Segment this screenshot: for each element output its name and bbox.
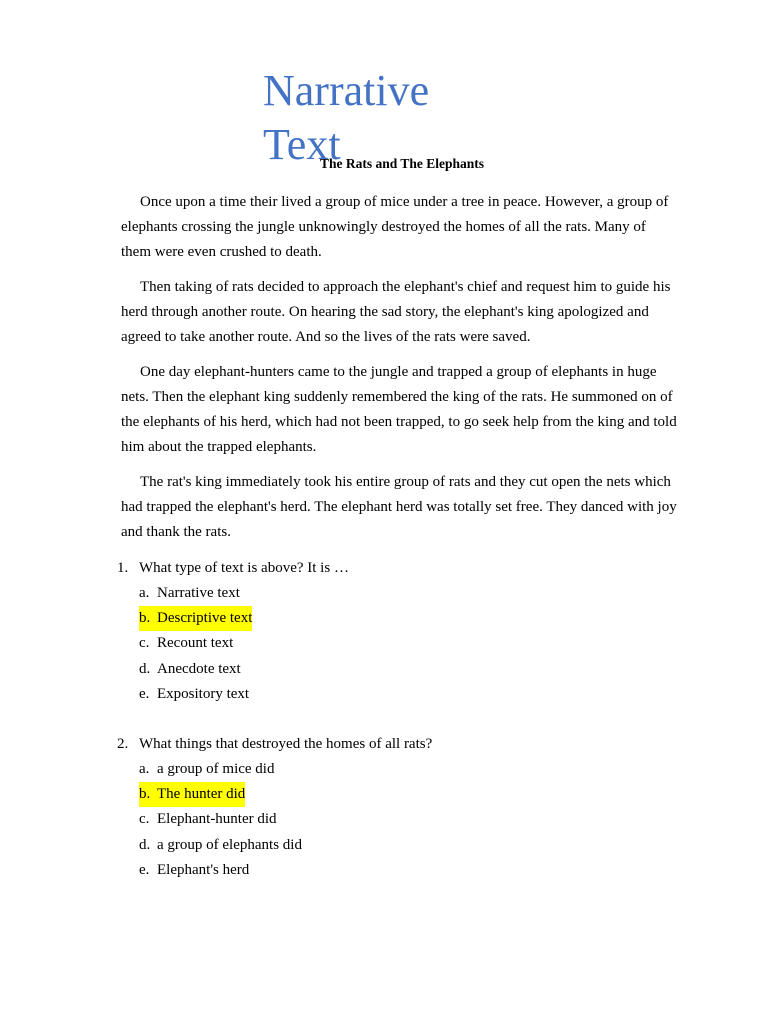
option-text: Recount text	[157, 635, 234, 652]
option-e	[139, 858, 677, 883]
question-stem	[117, 556, 677, 581]
option-letter: a.	[139, 585, 150, 601]
story-paragraph: Then taking of rats decided to approach the elephant's chief and request him to guide his herd through another route. On hearing the sad story, the elephant's king apologized and agreed to take another route. And so the lives of the rats were saved.	[121, 279, 671, 345]
question-2	[117, 732, 677, 883]
option-letter: b.	[139, 786, 151, 803]
option-letter: e.	[139, 685, 150, 702]
option-a	[139, 757, 677, 782]
option-text: Elephant-hunter did	[157, 811, 277, 828]
question-text: What things that destroyed the homes of all rats?	[139, 736, 433, 753]
question-number: 2.	[117, 736, 129, 753]
option-text: The hunter did	[157, 786, 246, 803]
question-number: 1.	[117, 560, 129, 576]
option-text: Elephant's herd	[157, 861, 250, 878]
option-c	[139, 631, 677, 656]
option-letter: d.	[139, 836, 151, 853]
story-body	[121, 190, 677, 555]
question-1	[117, 556, 677, 707]
option-letter: c.	[139, 635, 150, 652]
option-a	[139, 581, 677, 606]
question-text: What type of text is above? It is …	[139, 560, 349, 576]
highlighted-option	[139, 606, 252, 631]
option-e	[139, 682, 677, 707]
option-letter: e.	[139, 861, 150, 878]
option-letter: a.	[139, 761, 150, 778]
story-paragraph: One day elephant-hunters came to the jungle and trapped a group of elephants in huge nets. Then the elephant king suddenly remembered the king of the rats. He summoned on of the elephants of his herd, which had not been trapped, to go seek help from the king and told him about the trapped elephants.	[121, 364, 677, 455]
option-text: Descriptive text	[157, 610, 253, 627]
option-text: Expository text	[157, 685, 250, 702]
question-stem	[117, 732, 677, 757]
option-c	[139, 807, 677, 832]
story-paragraph: The rat's king immediately took his entire group of rats and they cut open the nets which had trapped the elephant's herd. The elephant herd was totally set free. They danced with joy and thank the rats.	[121, 474, 677, 540]
story-paragraph: Once upon a time their lived a group of mice under a tree in peace. However, a group of elephants crossing the jungle unknowingly destroyed the homes of all the rats. Many of them were even crushed to death.	[121, 194, 669, 260]
story-title: The Rats and The Elephants	[319, 156, 485, 171]
question-list	[117, 556, 677, 908]
option-text: Anecdote text	[157, 660, 241, 677]
option-d	[139, 657, 677, 682]
option-letter: d.	[139, 660, 151, 677]
option-b	[139, 782, 677, 807]
option-text: a group of elephants did	[157, 836, 302, 853]
option-letter: c.	[139, 811, 150, 828]
option-b	[139, 606, 677, 631]
option-letter: b.	[139, 610, 151, 627]
page-title: Narrative Text	[263, 66, 430, 169]
option-text: a group of mice did	[157, 761, 275, 778]
option-text: Narrative text	[157, 585, 240, 601]
highlighted-option	[139, 782, 245, 807]
option-d	[139, 833, 677, 858]
